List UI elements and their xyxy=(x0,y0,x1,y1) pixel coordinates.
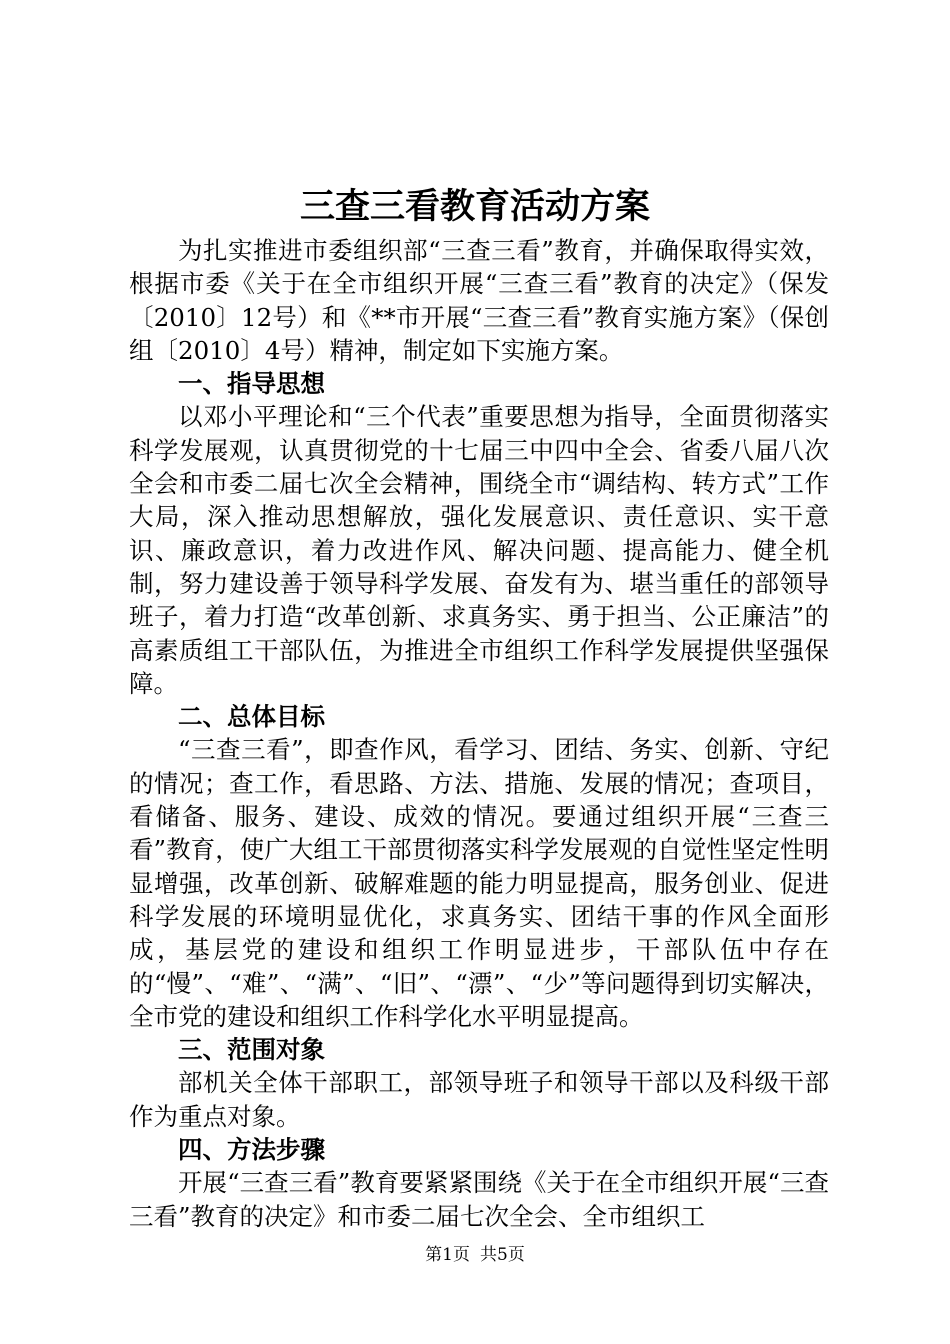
section-body-scope: 部机关全体干部职工，部领导班子和领导干部以及科级干部作为重点对象。 xyxy=(129,1068,829,1131)
section-body-guiding-ideology: 以邓小平理论和“三个代表”重要思想为指导，全面贯彻落实科学发展观，认真贯彻党的十七届三中四中全会、省委八届八次全会和市委二届七次全会精神，围绕全市“调结构、转方式”工作大局，深入推动思想解放，强化发展意识、责任意识、实干意识、廉政意识，着力改进作风、解决问题、提高能力、健全机制，努力建设善于领导科学发展、奋发有为、堪当重任的部领导班子，着力打造“改革创新、求真务实、勇于担当、公正廉洁”的高素质组工干部队伍，为推进全市组织工作科学发展提供坚强保障。 xyxy=(129,402,829,698)
page-number-current: 第1页 xyxy=(425,1245,470,1265)
page-number-total: 共5页 xyxy=(480,1245,525,1265)
document-title: 三查三看教育活动方案 xyxy=(299,186,650,227)
section-heading-method-steps: 四、方法步骤 xyxy=(178,1135,325,1165)
section-body-method-steps: 开展“三查三看”教育要紧紧围绕《关于在全市组织开展“三查三看”教育的决定》和市委二届七次全会、全市组织工 xyxy=(129,1168,829,1231)
page-footer xyxy=(0,1243,950,1267)
section-heading-scope: 三、范围对象 xyxy=(178,1035,325,1065)
intro-paragraph: 为扎实推进市委组织部“三查三看”教育，并确保取得实效，根据市委《关于在全市组织开展“三查三看”教育的决定》（保发〔2010〕12号）和《**市开展“三查三看”教育实施方案》（保创组〔2010〕4号）精神，制定如下实施方案。 xyxy=(129,236,829,365)
document-body xyxy=(129,234,829,1233)
section-body-overall-goal: “三查三看”，即查作风，看学习、团结、务实、创新、守纪的情况；查工作，看思路、方法、措施、发展的情况；查项目，看储备、服务、建设、成效的情况。要通过组织开展“三查三看”教育，使广大组工干部贯彻落实科学发展观的自觉性坚定性明显增强，改革创新、破解难题的能力明显提高，服务创业、促进科学发展的环境明显优化，求真务实、团结干事的作风全面形成，基层党的建设和组织工作明显进步，干部队伍中存在的“慢”、“难”、“满”、“旧”、“漂”、“少”等问题得到切实解决，全市党的建设和组织工作科学化水平明显提高。 xyxy=(129,735,829,1031)
section-heading-guiding-ideology: 一、指导思想 xyxy=(178,369,325,399)
section-heading-overall-goal: 二、总体目标 xyxy=(178,702,325,732)
